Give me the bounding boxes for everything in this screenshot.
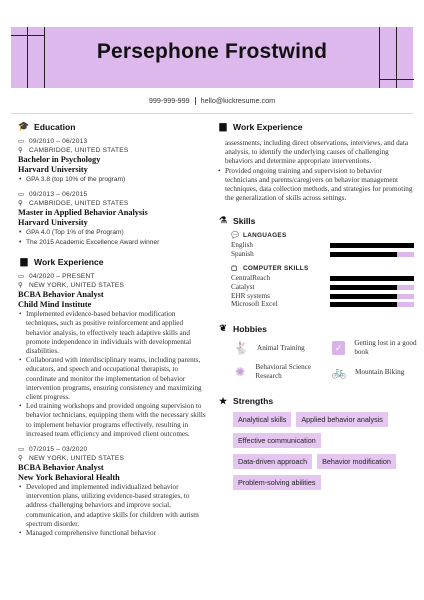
skill-level-fill: [330, 276, 414, 281]
work-bullets: [18, 483, 208, 538]
education-heading: 🎓 Education: [18, 121, 76, 132]
hobbies-grid: [217, 339, 417, 380]
list-item: • GPA 3.8 (top 10% of the program): [18, 175, 208, 184]
location-pin-icon: ⚲: [18, 282, 23, 290]
skill-level-fill: [330, 252, 397, 257]
calendar-icon: ▭: [18, 446, 25, 454]
calendar-icon: ▭: [18, 138, 25, 145]
skills-languages: [217, 231, 413, 309]
right-column: [217, 121, 417, 490]
header-banner: [11, 27, 413, 88]
skill-row: Spanish: [231, 250, 413, 259]
school-name: Harvard University: [18, 218, 88, 228]
skill-group-heading: 💬 LANGUAGES: [231, 231, 287, 240]
hobbies-heading: ❦ Hobbies: [217, 323, 413, 334]
list-item: • Provided ongoing training and supervision to behavior technicians and parents/caregivers on behavior management techniques, data collection methods, and strategies for promoting the generalization of skills across settings.: [217, 167, 413, 204]
degree-title: Master in Applied Behavior Analysis: [18, 208, 148, 218]
skill-group-heading: ▢ COMPUTER SKILLS: [231, 264, 309, 273]
bicycle-icon: 🚲: [331, 364, 347, 379]
skill-level-fill: [330, 302, 397, 307]
education-entry: [18, 137, 208, 184]
skill-level-bar: [330, 243, 414, 248]
briefcase-icon: ▆: [20, 256, 28, 267]
skill-level-bar: [330, 294, 414, 299]
work-entry: [18, 445, 208, 538]
calendar-icon: ▭: [18, 191, 25, 199]
entry-location: ⚲ CAMBRIDGE, UNITED STATES: [18, 200, 129, 208]
skill-level-bar: [330, 276, 414, 281]
strength-tag: Analytical skills: [233, 412, 291, 427]
list-item: • GPA 4.0 (Top 1% of the Program): [18, 228, 208, 237]
entry-location: ⚲ NEW YORK, UNITED STATES: [18, 455, 125, 463]
work-bullets: [217, 167, 413, 204]
location-pin-icon: ⚲: [18, 147, 23, 154]
flask-icon: ⚗: [218, 215, 228, 226]
entry-dates: ▭ 04/2020 – PRESENT: [18, 273, 95, 281]
skill-level-fill: [330, 285, 397, 290]
entry-dates: ▭ 09/2013 – 06/2015: [18, 191, 88, 199]
education-entry: [18, 190, 208, 247]
entry-location: ⚲ NEW YORK, UNITED STATES: [18, 282, 125, 290]
briefcase-icon: ▆: [219, 121, 227, 131]
phone[interactable]: 999-999-999: [148, 96, 190, 105]
work-bullets: [18, 310, 208, 439]
calendar-icon: ▭: [18, 273, 25, 281]
work-experience-heading: ▆ Work Experience: [18, 256, 208, 267]
education-bullets: [18, 228, 208, 247]
strengths-tags: [217, 412, 413, 490]
left-column: [18, 121, 208, 544]
work-entry: [18, 272, 208, 439]
contact-line: [0, 96, 424, 105]
work-continuation-text: assessments, including direct observations, interviews, and data analysis, to identify the underlying causes of challenging behaviors and determine appropriate interventions.: [225, 139, 409, 166]
job-title: BCBA Behavior Analyst: [18, 290, 104, 300]
list-item: • Collaborated with interdisciplinary teams, including parents, educators, and speech and occupational therapists, to coordinate and monitor the implementation of behavior intervention programs, ensuring consistency and maximizing client progress.: [18, 356, 208, 402]
skill-row: Catalyst: [231, 283, 413, 292]
company-name: New York Behavioral Health: [18, 473, 120, 483]
skill-level-fill: [330, 243, 414, 248]
degree-title: Bachelor in Psychology: [18, 155, 101, 164]
education-bullets: [18, 175, 208, 184]
monitor-icon: ▢: [231, 265, 238, 273]
bookmark-icon: ✓: [332, 341, 345, 355]
school-name: Harvard University: [18, 165, 88, 174]
skill-level-bar: [330, 285, 414, 290]
chat-bubble-icon: 💬: [231, 232, 240, 240]
strength-tag: Effective communication: [233, 433, 321, 448]
list-item: • Implemented evidence-based behavior modification techniques, such as positive reinforcement and applied behavior analysis, to effectively teach adaptive skills and promote independence in individuals with developmental disabilities.: [18, 310, 208, 356]
candidate-name: Persephone Frostwind: [96, 40, 328, 63]
location-pin-icon: ⚲: [18, 200, 23, 208]
skill-level-bar: [330, 302, 414, 307]
hobby-item: 🐇 Animal Training: [233, 340, 305, 355]
company-name: Child Mind Institute: [18, 300, 92, 310]
skill-level-fill: [330, 294, 397, 299]
email[interactable]: hello@kickresume.com: [200, 96, 276, 105]
skill-row: Microsoft Excel: [231, 300, 413, 309]
list-item: • The 2015 Academic Excellence Award winner: [18, 238, 208, 247]
skills-heading: ⚗ Skills: [218, 215, 256, 226]
strengths-heading: ★ Strengths: [218, 395, 274, 407]
entry-location: ⚲ CAMBRIDGE, UNITED STATES: [18, 147, 129, 154]
skill-row: English: [231, 241, 413, 250]
strength-tag: Data-driven approach: [233, 454, 312, 469]
job-title: BCBA Behavior Analyst: [18, 463, 104, 473]
list-item: • Developed and implemented individualized behavior intervention plans, utilizing evidence-based strategies, to address challenging behaviors and improve social, communication, and adaptive skills for children with autism spectrum disorder.: [18, 483, 208, 529]
hobby-item: ✺ Behavioral Science Research: [233, 363, 331, 380]
skill-row: CentralReach: [231, 274, 413, 283]
rabbit-icon: 🐇: [233, 340, 249, 355]
contact-separator: [195, 97, 196, 105]
strength-tag: Applied behavior analysis: [296, 412, 388, 427]
work-experience-continued-heading: ▆ Work Experience: [217, 121, 413, 132]
header-divider: [11, 113, 413, 114]
hobby-item: ✓ Getting lost in a good book: [331, 339, 424, 356]
skill-row: EHR systems: [231, 292, 413, 301]
entry-dates: ▭ 07/2015 – 03/2020: [18, 446, 88, 454]
atom-icon: ✺: [235, 364, 246, 379]
list-item: • Managed comprehensive functional behavior: [18, 529, 208, 538]
location-pin-icon: ⚲: [18, 455, 23, 463]
strength-tag: Problem-solving abilities: [233, 475, 321, 490]
hobby-item: 🚲 Mountain Biking: [331, 364, 405, 379]
star-icon: ★: [218, 395, 228, 406]
graduation-cap-icon: 🎓: [18, 121, 30, 131]
leaf-icon: ❦: [219, 323, 227, 334]
list-item: • Led training workshops and provided ongoing supervision to behavior technicians, equipping them with the necessary skills to implement behavior programs effectively, resulting in increased team efficiency and improved client outcomes.: [18, 402, 208, 439]
strength-tag: Behavior modification: [317, 454, 396, 469]
entry-dates: ▭ 09/2010 – 06/2013: [18, 138, 88, 145]
skill-level-bar: [330, 252, 414, 257]
